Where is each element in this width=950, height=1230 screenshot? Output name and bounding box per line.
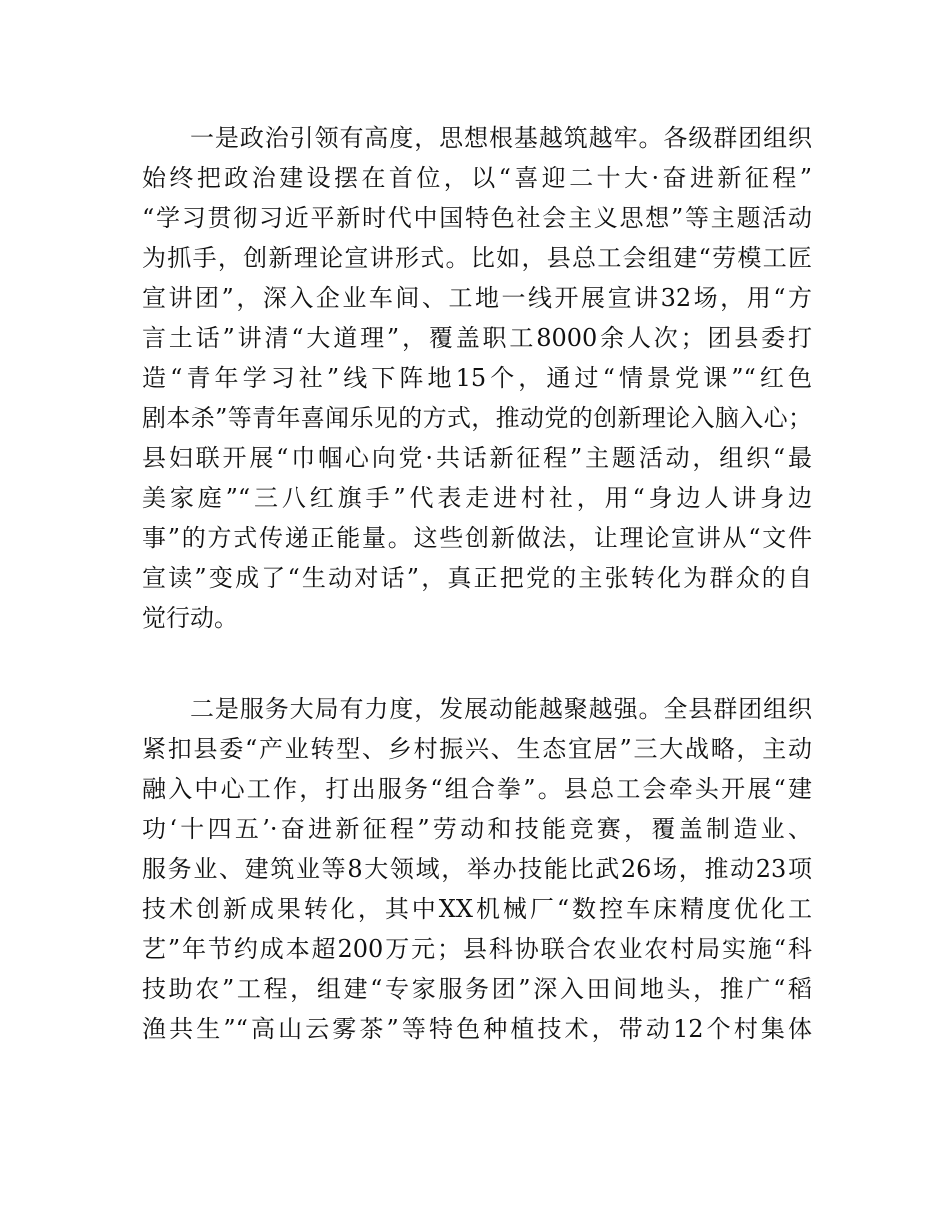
paragraph-line: 美家庭”“三八红旗手”代表走进村社，用“身边人讲身边 (142, 484, 812, 512)
paragraph-political-guidance (142, 118, 812, 638)
paragraph-line: 为抓手，创新理论宣讲形式。比如，县总工会组建“劳模工匠 (142, 244, 812, 272)
paragraph-line: 融入中心工作，打出服务“组合拳”。县总工会牵头开展“建 (142, 775, 812, 803)
paragraph-line: 技术创新成果转化，其中XX机械厂“数控车床精度优化工 (142, 895, 812, 923)
paragraph-line: 渔共生”“高山云雾茶”等特色种植技术，带动12个村集体 (142, 1015, 812, 1043)
paragraph-line: 紧扣县委“产业转型、乡村振兴、生态宜居”三大战略，主动 (142, 735, 812, 763)
paragraph-line: 造“青年学习社”线下阵地15个，通过“情景党课”“红色 (142, 364, 812, 392)
paragraph-line: 宣讲团”，深入企业车间、工地一线开展宣讲32场，用“方 (142, 284, 812, 312)
paragraph-line: 技助农”工程，组建“专家服务团”深入田间地头，推广“稻 (142, 975, 812, 1003)
paragraph-line: 觉行动。 (142, 604, 238, 632)
paragraph-line: 事”的方式传递正能量。这些创新做法，让理论宣讲从“文件 (142, 524, 812, 552)
paragraph-line: 一是政治引领有高度，思想根基越筑越牢。各级群团组织 (190, 124, 812, 152)
paragraph-line: 始终把政治建设摆在首位，以“喜迎二十大·奋进新征程” (142, 164, 812, 192)
paragraph-line: 艺”年节约成本超200万元；县科协联合农业农村局实施“科 (142, 935, 812, 963)
paragraph-serving-overall (142, 689, 812, 1049)
paragraph-line: 功‘十四五’·奋进新征程”劳动和技能竞赛，覆盖制造业、 (142, 815, 812, 843)
paragraph-line: 二是服务大局有力度，发展动能越聚越强。全县群团组织 (190, 695, 812, 723)
paragraph-line: 县妇联开展“巾帼心向党·共话新征程”主题活动，组织“最 (142, 444, 812, 472)
paragraph-line: “学习贯彻习近平新时代中国特色社会主义思想”等主题活动 (142, 204, 812, 232)
paragraph-line: 宣读”变成了“生动对话”，真正把党的主张转化为群众的自 (142, 564, 812, 592)
paragraph-line: 服务业、建筑业等8大领域，举办技能比武26场，推动23项 (142, 855, 812, 883)
paragraph-line: 剧本杀”等青年喜闻乐见的方式，推动党的创新理论入脑入心； (142, 404, 812, 432)
paragraph-line: 言土话”讲清“大道理”，覆盖职工8000余人次；团县委打 (142, 324, 812, 352)
